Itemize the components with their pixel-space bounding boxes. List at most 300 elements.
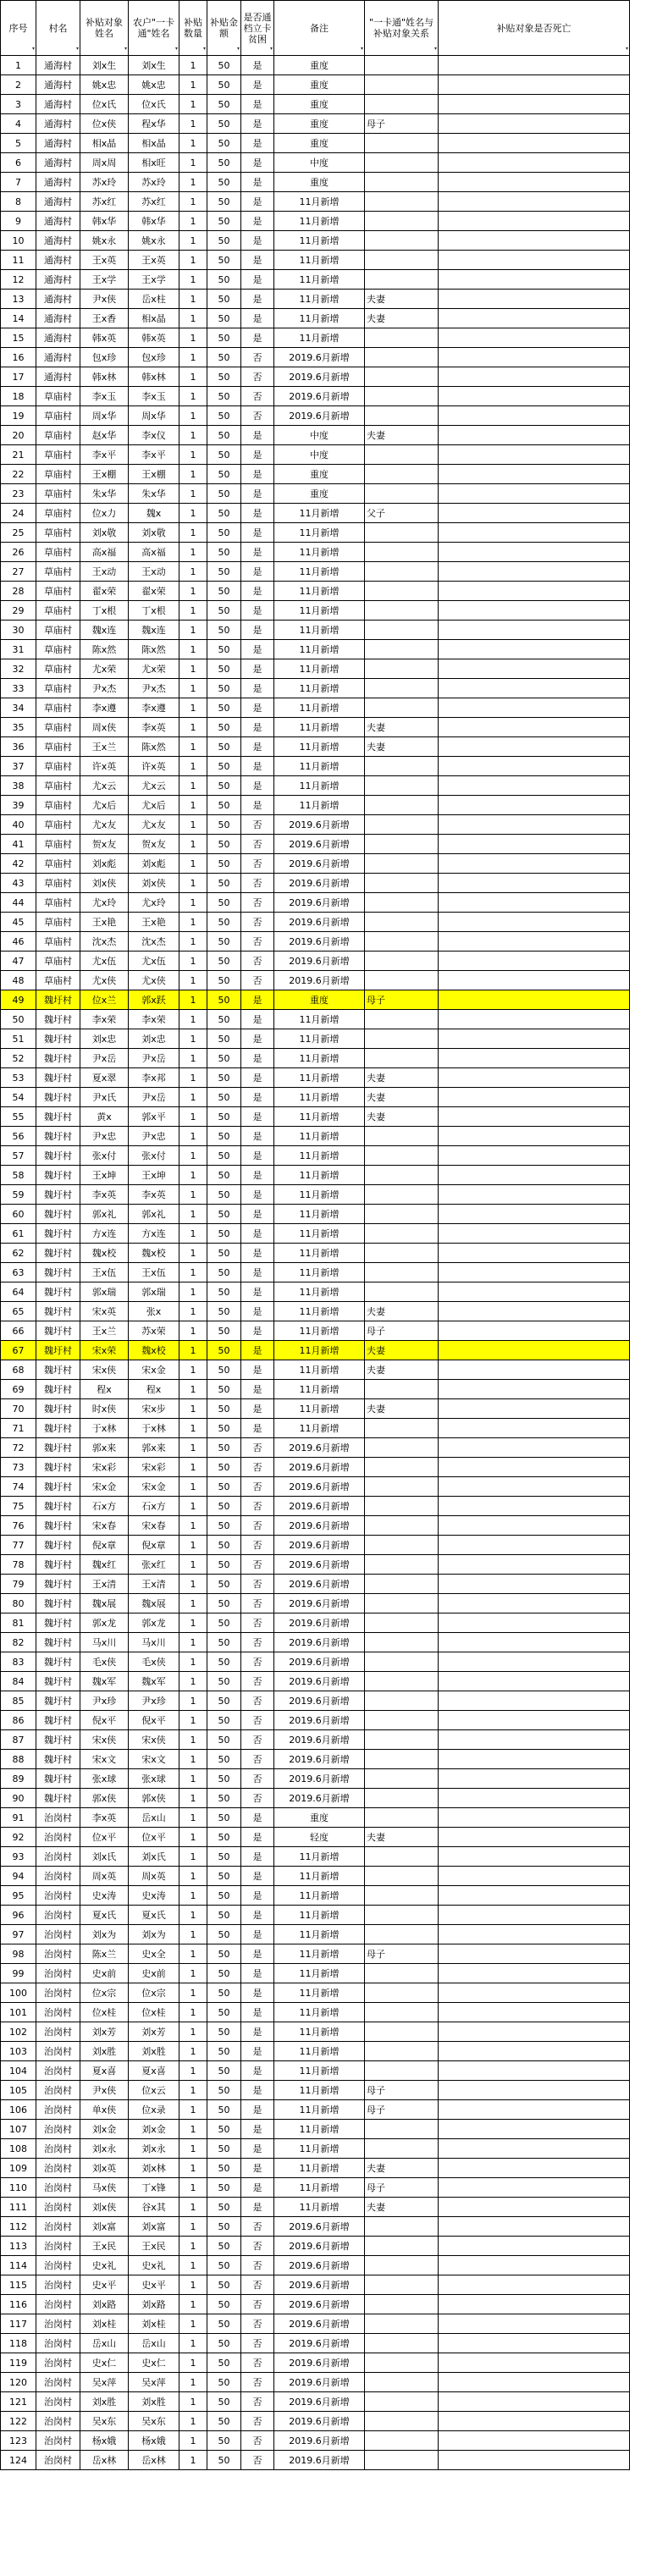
filter-dropdown-icon[interactable]: ▾ [31,46,35,52]
col-deceased-cell [439,1029,630,1049]
col-remarks-cell: 11月新增 [274,1360,365,1380]
col-relation-cell: 夫妻 [365,1360,439,1380]
col-serial-cell: 58 [1,1166,36,1185]
col-quantity-cell: 1 [179,1633,207,1652]
col-remarks-cell: 11月新增 [274,640,365,659]
col-poverty-header[interactable] [241,1,274,56]
col-quantity-cell: 1 [179,971,207,990]
col-relation-cell [365,1536,439,1555]
table-row [1,1458,630,1477]
col-subsidy-name-cell: 陈x兰 [80,1944,129,1964]
col-village-cell: 魏圩村 [36,1341,80,1360]
col-card-name-cell: 丁x锋 [129,2178,179,2198]
table-row [1,659,630,679]
col-deceased-cell [439,367,630,387]
col-village-cell: 魏圩村 [36,1127,80,1146]
col-card-name-header[interactable] [129,1,179,56]
col-quantity-cell: 1 [179,562,207,582]
col-deceased-cell [439,913,630,932]
col-amount-cell: 50 [207,1711,241,1730]
col-village-cell: 通海村 [36,212,80,231]
col-card-name-cell: 吴x东 [129,2412,179,2431]
col-quantity-cell: 1 [179,328,207,348]
col-village-cell: 通海村 [36,251,80,270]
col-remarks-cell: 2019.6月新增 [274,1691,365,1711]
col-quantity-cell: 1 [179,1613,207,1633]
header-label: 补贴金额 [210,17,238,39]
col-serial-cell: 64 [1,1282,36,1302]
col-remarks-cell: 11月新增 [274,1010,365,1029]
col-quantity-cell: 1 [179,1419,207,1438]
col-quantity-cell: 1 [179,757,207,776]
col-remarks-cell: 11月新增 [274,1282,365,1302]
col-serial-cell: 65 [1,1302,36,1321]
col-serial-cell: 44 [1,893,36,913]
table-row [1,1886,630,1906]
col-relation-cell [365,1029,439,1049]
col-subsidy-name-cell: 位x兰 [80,990,129,1010]
col-serial-cell: 78 [1,1555,36,1575]
col-serial-cell: 96 [1,1906,36,1925]
col-village-cell: 治岗村 [36,1808,80,1828]
col-card-name-cell: 郭x瑞 [129,1282,179,1302]
col-card-name-cell: 苏x玲 [129,173,179,192]
table-row [1,854,630,874]
table-row [1,640,630,659]
col-remarks-cell: 11月新增 [274,1925,365,1944]
col-card-name-cell: 刘x富 [129,2217,179,2237]
col-amount-cell: 50 [207,1613,241,1633]
col-quantity-cell: 1 [179,1594,207,1613]
col-relation-cell [365,2139,439,2159]
table-row [1,2178,630,2198]
col-relation-cell [365,913,439,932]
col-serial-cell: 7 [1,173,36,192]
col-remarks-cell: 2019.6月新增 [274,1575,365,1594]
col-deceased-cell [439,1983,630,2003]
col-poverty-cell: 否 [241,1750,274,1769]
col-amount-cell: 50 [207,1166,241,1185]
filter-dropdown-icon[interactable]: ▾ [236,46,240,52]
col-serial-cell: 61 [1,1224,36,1244]
col-relation-cell [365,562,439,582]
header-label: 村名 [48,22,68,34]
table-row [1,776,630,796]
col-deceased-cell [439,1438,630,1458]
col-subsidy-name-cell: 尹x忠 [80,1127,129,1146]
col-poverty-cell: 否 [241,2412,274,2431]
col-subsidy-name-cell: 魏x展 [80,1594,129,1613]
col-amount-cell: 50 [207,1633,241,1652]
col-subsidy-name-cell: 李x英 [80,1185,129,1205]
col-card-name-cell: 刘x路 [129,2295,179,2314]
col-amount-cell: 50 [207,2373,241,2392]
col-subsidy-name-cell: 刘x侠 [80,2198,129,2217]
table-body [1,56,630,2470]
col-relation-cell: 夫妻 [365,309,439,328]
col-poverty-cell: 否 [241,2217,274,2237]
col-subsidy-name-cell: 王x艳 [80,913,129,932]
col-subsidy-name-cell: 刘x氏 [80,1847,129,1867]
col-deceased-cell [439,192,630,212]
col-card-name-cell: 宋x春 [129,1516,179,1536]
col-quantity-cell: 1 [179,2295,207,2314]
col-card-name-cell: 包x珍 [129,348,179,367]
col-amount-cell: 50 [207,1944,241,1964]
col-card-name-cell: 贺x友 [129,835,179,854]
table-row [1,1867,630,1886]
col-poverty-cell: 否 [241,2392,274,2412]
col-poverty-cell: 是 [241,2003,274,2022]
col-subsidy-name-cell: 李x遵 [80,698,129,718]
col-quantity-cell: 1 [179,1107,207,1127]
col-card-name-cell: 郭x礼 [129,1205,179,1224]
col-amount-cell: 50 [207,212,241,231]
col-quantity-cell: 1 [179,387,207,406]
col-subsidy-name-cell: 尤x伍 [80,952,129,971]
col-serial-cell: 98 [1,1944,36,1964]
col-village-cell: 通海村 [36,348,80,367]
col-serial-cell: 51 [1,1029,36,1049]
col-quantity-cell: 1 [179,932,207,952]
col-subsidy-name-cell: 王x坤 [80,1166,129,1185]
col-serial-cell: 59 [1,1185,36,1205]
col-relation-cell [365,952,439,971]
col-relation-cell: 夫妻 [365,1341,439,1360]
col-amount-cell: 50 [207,2081,241,2100]
col-card-name-cell: 方x连 [129,1224,179,1244]
table-row [1,56,630,75]
table-row [1,387,630,406]
col-deceased-cell [439,134,630,153]
col-quantity-cell: 1 [179,2081,207,2100]
col-relation-cell [365,212,439,231]
col-quantity-cell: 1 [179,2451,207,2470]
col-village-cell: 治岗村 [36,1867,80,1886]
col-deceased-cell [439,776,630,796]
col-remarks-cell: 11月新增 [274,251,365,270]
col-serial-cell: 21 [1,445,36,465]
col-village-cell: 通海村 [36,192,80,212]
col-serial-cell: 119 [1,2353,36,2373]
col-serial-cell: 26 [1,543,36,562]
filter-dropdown-icon[interactable]: ▾ [75,46,79,52]
col-amount-cell: 50 [207,1983,241,2003]
col-remarks-cell: 11月新增 [274,1185,365,1205]
col-relation-cell [365,776,439,796]
col-village-cell: 治岗村 [36,2295,80,2314]
col-village-cell: 草庙村 [36,952,80,971]
col-serial-cell: 14 [1,309,36,328]
col-remarks-cell: 2019.6月新增 [274,406,365,426]
col-amount-cell: 50 [207,737,241,757]
col-deceased-cell [439,1068,630,1088]
col-deceased-cell [439,348,630,367]
col-relation-cell [365,2061,439,2081]
col-subsidy-name-cell: 郭x来 [80,1438,129,1458]
filter-dropdown-icon[interactable]: ▾ [124,46,127,52]
table-row [1,1029,630,1049]
col-quantity-cell: 1 [179,1341,207,1360]
col-relation-cell [365,2353,439,2373]
col-serial-cell: 69 [1,1380,36,1399]
col-village-cell: 草庙村 [36,601,80,621]
col-deceased-cell [439,1555,630,1575]
col-poverty-cell: 是 [241,2178,274,2198]
col-remarks-cell: 11月新增 [274,1224,365,1244]
col-relation-cell [365,2373,439,2392]
col-poverty-cell: 是 [241,679,274,698]
col-amount-cell: 50 [207,1029,241,1049]
col-serial-cell: 91 [1,1808,36,1828]
col-card-name-cell: 谷x其 [129,2198,179,2217]
filter-dropdown-icon[interactable]: ▾ [360,46,363,52]
col-poverty-cell: 否 [241,1691,274,1711]
col-serial-cell: 29 [1,601,36,621]
col-poverty-cell: 否 [241,835,274,854]
col-card-name-cell: 位x氏 [129,95,179,114]
col-quantity-cell: 1 [179,348,207,367]
col-amount-header[interactable] [207,1,241,56]
table-row [1,2295,630,2314]
col-serial-cell: 4 [1,114,36,134]
col-subsidy-name-cell: 杨x娥 [80,2431,129,2451]
col-remarks-cell: 2019.6月新增 [274,348,365,367]
col-subsidy-name-cell: 刘x英 [80,2159,129,2178]
col-village-cell: 治岗村 [36,2314,80,2334]
col-remarks-cell: 2019.6月新增 [274,2431,365,2451]
col-deceased-cell [439,582,630,601]
col-quantity-header[interactable] [179,1,207,56]
col-amount-cell: 50 [207,2178,241,2198]
col-amount-cell: 50 [207,1068,241,1088]
col-subsidy-name-cell: 刘x路 [80,2295,129,2314]
col-village-cell: 魏圩村 [36,1282,80,1302]
col-subsidy-name-cell: 许x英 [80,757,129,776]
col-village-cell: 草庙村 [36,932,80,952]
col-relation-cell [365,621,439,640]
col-poverty-cell: 是 [241,1282,274,1302]
col-serial-cell: 13 [1,290,36,309]
col-relation-cell [365,2042,439,2061]
col-serial-cell: 112 [1,2217,36,2237]
col-card-name-cell: 程x [129,1380,179,1399]
col-amount-cell: 50 [207,1575,241,1594]
col-relation-cell [365,543,439,562]
col-amount-cell: 50 [207,1906,241,1925]
col-serial-cell: 94 [1,1867,36,1886]
col-remarks-cell: 重度 [274,173,365,192]
table-row [1,1944,630,1964]
col-quantity-cell: 1 [179,95,207,114]
col-quantity-cell: 1 [179,2042,207,2061]
col-amount-cell: 50 [207,1652,241,1672]
col-amount-cell: 50 [207,2431,241,2451]
col-relation-cell [365,134,439,153]
col-relation-cell [365,1282,439,1302]
col-village-cell: 通海村 [36,153,80,173]
col-card-name-cell: 王x艳 [129,913,179,932]
col-card-name-cell: 李x邦 [129,1068,179,1088]
table-row [1,523,630,543]
col-amount-cell: 50 [207,114,241,134]
col-village-cell: 魏圩村 [36,1438,80,1458]
col-card-name-cell: 尹x岳 [129,1088,179,1107]
col-deceased-cell [439,1691,630,1711]
col-serial-cell: 15 [1,328,36,348]
col-serial-cell: 47 [1,952,36,971]
col-remarks-cell: 2019.6月新增 [274,835,365,854]
col-poverty-cell: 是 [241,426,274,445]
col-amount-cell: 50 [207,2159,241,2178]
col-card-name-cell: 岳x山 [129,1808,179,1828]
table-row [1,192,630,212]
table-row [1,2275,630,2295]
col-deceased-cell [439,2314,630,2334]
col-poverty-cell: 是 [241,1925,274,1944]
col-quantity-cell: 1 [179,1166,207,1185]
filter-dropdown-icon[interactable]: ▾ [433,46,437,52]
col-deceased-header[interactable] [439,1,630,56]
col-quantity-cell: 1 [179,1555,207,1575]
col-subsidy-name-cell: 宋x英 [80,1302,129,1321]
col-quantity-cell: 1 [179,1575,207,1594]
table-row [1,1828,630,1847]
col-remarks-cell: 2019.6月新增 [274,1516,365,1536]
col-card-name-cell: 史x涛 [129,1886,179,1906]
col-remarks-cell: 11月新增 [274,2120,365,2139]
col-relation-cell: 夫妻 [365,2159,439,2178]
col-quantity-cell: 1 [179,1711,207,1730]
col-poverty-cell: 是 [241,1088,274,1107]
col-remarks-header[interactable] [274,1,365,56]
col-subsidy-name-cell: 方x连 [80,1224,129,1244]
col-poverty-cell: 是 [241,251,274,270]
col-deceased-cell [439,2392,630,2412]
table-row [1,1594,630,1613]
col-card-name-cell: 李x荣 [129,1010,179,1029]
col-deceased-cell [439,1010,630,1029]
col-poverty-cell: 是 [241,1185,274,1205]
col-subsidy-name-cell: 刘x侠 [80,874,129,893]
col-remarks-cell: 11月新增 [274,659,365,679]
col-subsidy-name-cell: 刘x忠 [80,1029,129,1049]
table-row [1,952,630,971]
col-remarks-cell: 2019.6月新增 [274,971,365,990]
col-serial-cell: 97 [1,1925,36,1944]
table-row [1,134,630,153]
col-serial-cell: 93 [1,1847,36,1867]
col-deceased-cell [439,212,630,231]
col-village-cell: 草庙村 [36,504,80,523]
col-deceased-cell [439,1205,630,1224]
col-subsidy-name-cell: 位x力 [80,504,129,523]
col-remarks-cell: 11月新增 [274,1049,365,1068]
col-relation-cell: 母子 [365,2100,439,2120]
col-deceased-cell [439,952,630,971]
col-card-name-cell: 魏x军 [129,1672,179,1691]
col-quantity-cell: 1 [179,1458,207,1477]
col-quantity-cell: 1 [179,1828,207,1847]
col-amount-cell: 50 [207,387,241,406]
filter-dropdown-icon[interactable]: ▾ [269,46,273,52]
col-deceased-cell [439,1828,630,1847]
col-village-header[interactable] [36,1,80,56]
col-serial-header[interactable] [1,1,36,56]
col-village-cell: 魏圩村 [36,1458,80,1477]
col-serial-cell: 12 [1,270,36,290]
table-row [1,913,630,932]
col-relation-cell [365,971,439,990]
col-card-name-cell: 马x川 [129,1633,179,1652]
col-subsidy-name-cell: 史x涛 [80,1886,129,1906]
col-amount-cell: 50 [207,1458,241,1477]
col-subsidy-name-cell: 刘x永 [80,2139,129,2159]
filter-dropdown-icon[interactable]: ▾ [174,46,178,52]
table-row [1,484,630,504]
col-remarks-cell: 11月新增 [274,562,365,582]
col-quantity-cell: 1 [179,893,207,913]
col-village-cell: 治岗村 [36,2042,80,2061]
col-village-cell: 魏圩村 [36,1263,80,1282]
col-serial-cell: 104 [1,2061,36,2081]
col-quantity-cell: 1 [179,2120,207,2139]
col-quantity-cell: 1 [179,153,207,173]
col-relation-cell: 夫妻 [365,1107,439,1127]
col-serial-cell: 28 [1,582,36,601]
col-subsidy-name-cell: 史x仁 [80,2353,129,2373]
col-relation-header[interactable] [365,1,439,56]
col-subsidy-name-cell: 宋x荣 [80,1341,129,1360]
col-amount-cell: 50 [207,1185,241,1205]
filter-dropdown-icon[interactable]: ▾ [625,46,628,52]
table-row [1,2042,630,2061]
col-poverty-cell: 是 [241,95,274,114]
col-subsidy-name-header[interactable] [80,1,129,56]
col-amount-cell: 50 [207,1730,241,1750]
col-serial-cell: 22 [1,465,36,484]
col-poverty-cell: 是 [241,1867,274,1886]
col-quantity-cell: 1 [179,465,207,484]
col-deceased-cell [439,328,630,348]
col-quantity-cell: 1 [179,1088,207,1107]
col-subsidy-name-cell: 尤x玲 [80,893,129,913]
col-quantity-cell: 1 [179,1185,207,1205]
col-quantity-cell: 1 [179,1127,207,1146]
col-deceased-cell [439,1419,630,1438]
col-relation-cell [365,796,439,815]
col-poverty-cell: 是 [241,796,274,815]
col-relation-cell [365,1867,439,1886]
col-quantity-cell: 1 [179,543,207,562]
col-subsidy-name-cell: 陈x然 [80,640,129,659]
col-subsidy-name-cell: 马x川 [80,1633,129,1652]
filter-dropdown-icon[interactable]: ▾ [202,46,206,52]
col-quantity-cell: 1 [179,231,207,251]
col-serial-cell: 36 [1,737,36,757]
col-amount-cell: 50 [207,1886,241,1906]
col-village-cell: 草庙村 [36,893,80,913]
col-deceased-cell [439,1127,630,1146]
col-card-name-cell: 朱x华 [129,484,179,504]
col-quantity-cell: 1 [179,523,207,543]
col-remarks-cell: 11月新增 [274,1399,365,1419]
col-subsidy-name-cell: 尹x侠 [80,2081,129,2100]
col-card-name-cell: 李x英 [129,1185,179,1205]
col-serial-cell: 80 [1,1594,36,1613]
col-poverty-cell: 否 [241,2353,274,2373]
col-subsidy-name-cell: 程x [80,1380,129,1399]
